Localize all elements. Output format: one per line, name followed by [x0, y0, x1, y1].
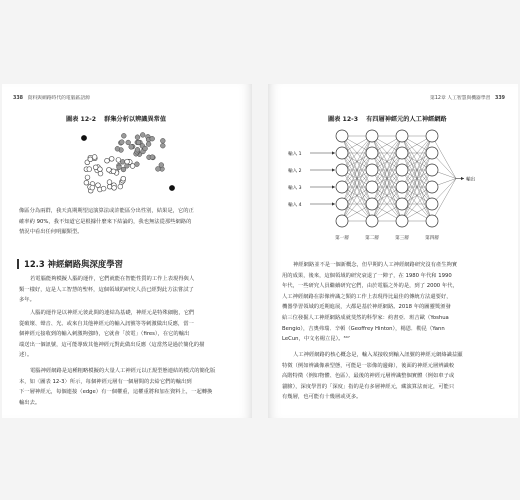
scatter-point	[156, 167, 161, 172]
scatter-point	[101, 186, 106, 191]
arrow-head-icon	[461, 177, 464, 180]
scatter-point	[88, 157, 93, 162]
right-page	[268, 84, 518, 418]
neuron-node	[396, 147, 408, 159]
cluster-scatter-plot	[72, 128, 182, 200]
scatter-point	[135, 135, 140, 140]
scatter-point	[135, 147, 140, 152]
right-paragraph-2	[282, 350, 504, 403]
left-running-header	[10, 94, 90, 101]
scatter-point	[107, 180, 112, 185]
scatter-point	[84, 180, 89, 185]
scatter-point	[160, 143, 165, 148]
arrow-head-icon	[332, 202, 335, 205]
scatter-point	[111, 169, 116, 174]
left-page-number: 338	[13, 96, 24, 101]
right-paragraph-1	[282, 260, 504, 345]
left-running-title: 資料與網路時代的電腦區語源	[27, 96, 90, 101]
scatter-point	[116, 158, 121, 163]
text-line: 貓臉），深度學習的「深度」指的是有多層神經元，藏演算法而定，可能只	[282, 383, 455, 390]
figure-12-3-caption	[328, 114, 447, 123]
scatter-point	[126, 140, 131, 145]
text-line: 述）。	[19, 352, 33, 359]
text-line: 機器學習領域的近期進展，大都是基於神經網路。2018 年的圖靈獎頒發	[282, 304, 451, 311]
scatter-point	[136, 140, 141, 145]
figure-12-2-label: 圖表 12-2	[66, 116, 97, 123]
neural-network-diagram	[286, 126, 486, 254]
section-heading: 12.3 神經網路與深度學習	[17, 259, 123, 269]
input-label: 輸入 2	[288, 168, 302, 174]
text-line: 像區分為兩群，我天真期期望這演算法或許能區分出性別，結果是，它的正	[19, 208, 194, 214]
neuron-node	[366, 147, 378, 159]
text-line: 端送出一個訊號，這可能導致其他神經元對此做出反應（這當然是過於簡化的描	[19, 341, 205, 348]
scatter-point	[85, 175, 90, 180]
neuron-node	[396, 181, 408, 193]
text-line: 確率約 90%，我不知道它是根據什麼來下結論的，我也無法從那些網路的	[19, 218, 192, 225]
neuron-node	[336, 215, 348, 227]
book-spread	[2, 84, 518, 418]
neuron-node	[426, 164, 438, 176]
scatter-point	[118, 184, 123, 189]
text-line: 下一層神經元，每個連接（edge）有一個權重，這權重將和加在資料上，一起轉換	[19, 389, 213, 396]
output-label: 輸出	[466, 177, 476, 183]
text-line: LeCun，中文名楊立昆）。³⁴⁷	[282, 336, 350, 343]
scatter-point	[121, 167, 126, 172]
right-running-title: 第12章 人工智慧與機器學習	[430, 96, 491, 101]
text-line: 電腦神經網路是這種粗略模擬的大量人工神經元以正規型態連結的模式的簡化版	[30, 368, 216, 374]
left-paragraph-2	[19, 274, 237, 306]
text-line: 多年。	[19, 297, 35, 304]
layer-label: 第四層	[425, 236, 439, 241]
arrow-head-icon	[332, 185, 335, 188]
scatter-point	[105, 158, 110, 163]
neuron-node	[366, 181, 378, 193]
neuron-node	[396, 130, 408, 142]
neuron-node	[396, 164, 408, 176]
figure-12-2-title: 群集分析以辨識異常值	[104, 116, 167, 123]
neuron-node	[336, 147, 348, 159]
left-page	[2, 84, 252, 418]
arrow-head-icon	[332, 168, 335, 171]
arrow-head-icon	[332, 151, 335, 154]
input-label: 輸入 1	[288, 151, 302, 157]
neuron-node	[366, 215, 378, 227]
text-line: 神經網路並不是一個新概念，但早期的人工神經網路研究沒有產生夠實	[293, 262, 458, 268]
scatter-point	[160, 138, 165, 143]
neuron-node	[336, 130, 348, 142]
scatter-point	[90, 185, 95, 190]
scatter-point	[129, 145, 134, 150]
right-page-number: 339	[494, 96, 505, 101]
neuron-node	[426, 147, 438, 159]
neuron-node	[366, 164, 378, 176]
scatter-point	[96, 183, 101, 188]
neuron-node	[336, 164, 348, 176]
neuron-node	[366, 198, 378, 210]
scatter-point	[146, 142, 151, 147]
scatter-point	[98, 171, 103, 176]
neuron-node	[426, 215, 438, 227]
neuron-node	[396, 215, 408, 227]
neuron-node	[336, 181, 348, 193]
layer-label: 第二層	[365, 236, 379, 241]
neuron-node	[366, 130, 378, 142]
layer-label: 第三層	[395, 236, 409, 241]
scatter-point	[109, 156, 114, 161]
text-line: Bengio），吉奧弗瑞．辛頓（Geoffrey Hinton），楊恩．勒昆（Yann	[282, 325, 445, 332]
text-line: 給三位發掘人工神經網路成就斐然的科學家：約書亞．班吉歐（Yoshua	[282, 314, 449, 321]
right-running-header	[430, 94, 508, 101]
text-line: 人腦的運作是以神經元彼此間的連結為基礎，神經元是特殊細胞，它們	[30, 310, 195, 316]
left-paragraph-3	[19, 308, 237, 361]
text-line: 用的成果，後來，這個領域的研究衰退了一陣子，在 1980 年代和 1990	[282, 272, 452, 279]
scatter-point	[119, 140, 124, 145]
scatter-point	[87, 167, 92, 172]
text-line: 個神經元接收到的輸入刺激夠強時，它就會「放電」（fires），在它的輸出	[19, 331, 190, 338]
text-line: 從破壞、聲音、光、或來自其他神經元的輸入訊號等等刺激做出反應，當一	[19, 320, 194, 327]
scatter-point	[143, 146, 148, 151]
text-line: 特徵（例如辨識像素型態，可能是一影像的邊緣），後面的神經元層辨識較	[282, 362, 455, 369]
text-line: 情況中看出任何明顯類型。	[19, 229, 83, 236]
figure-12-2-caption	[66, 114, 166, 123]
scatter-point	[159, 163, 164, 168]
outlier-point	[82, 136, 87, 141]
scatter-point	[140, 133, 145, 138]
neuron-node	[426, 198, 438, 210]
scatter-point	[115, 146, 120, 151]
scatter-point	[121, 176, 126, 181]
layer-label: 第一層	[335, 236, 349, 241]
text-line: 年代，一些研究人員繼續研究它們，由於電腦之外的是，到了 2000 年代，	[282, 283, 458, 290]
input-label: 輸入 4	[288, 202, 302, 208]
text-line: 輸出去。	[19, 399, 41, 406]
neuron-node	[396, 198, 408, 210]
scatter-point	[150, 136, 155, 141]
scatter-point	[117, 165, 122, 170]
scatter-point	[125, 159, 130, 164]
neuron-node	[336, 198, 348, 210]
scatter-point	[107, 167, 112, 172]
figure-12-3-title: 有四層神經元的人工神經網路	[366, 116, 447, 123]
input-label: 輸入 3	[288, 185, 302, 191]
text-line: 人工神經網路的核心概念是，輸入某接收到輸入訊號的神經元網絡識益顯	[293, 352, 463, 358]
text-line: 高階特徵（例如物體、色區），最後的神經元層辨識整個實體（例如車子或	[282, 373, 455, 380]
left-paragraph-4	[19, 366, 237, 408]
text-line: 本，如〈圖表 12-3〉所示，每個神經元層有一個層間的去給它們的輸出到	[19, 378, 192, 385]
text-line: 人工神經網路在影像辨識之類的工作上表現得比最佳的傳統方法還要好，	[282, 293, 452, 300]
left-paragraph-1	[19, 206, 237, 238]
text-line: 若電腦能夠模擬人腦的運作，它們就能在智能性質的工作上表現得與人	[30, 276, 195, 282]
scatter-point	[112, 185, 117, 190]
scatter-point	[93, 165, 98, 170]
outlier-point	[170, 186, 175, 191]
text-line: 有幾層，也可能有十幾層或更多。	[282, 394, 362, 401]
figure-12-3-label: 圖表 12-3	[328, 116, 359, 123]
scatter-point	[121, 133, 126, 138]
scatter-point	[150, 155, 155, 160]
neuron-node	[426, 181, 438, 193]
neuron-node	[426, 130, 438, 142]
text-line: 類一樣好，這是人工智慧的聖杯，這個領域的研究人員已經對此方法嘗試了	[19, 286, 194, 293]
